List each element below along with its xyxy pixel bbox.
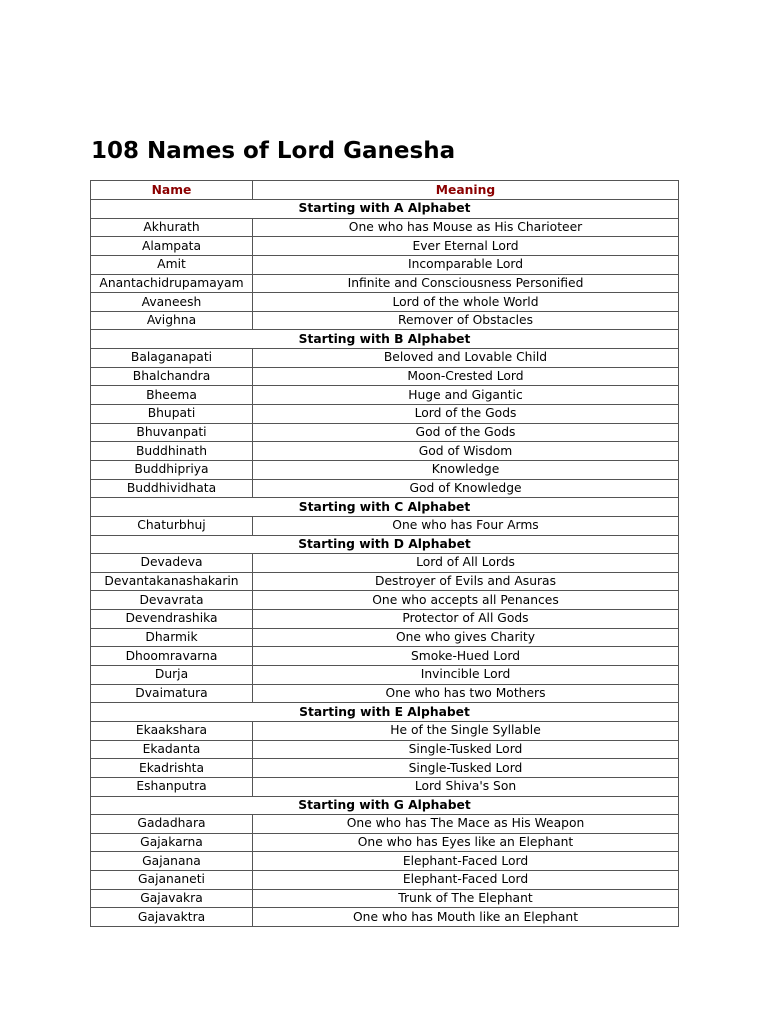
table-row [91,591,679,610]
table-row [91,349,679,368]
section-heading-row [91,535,679,554]
table-row [91,610,679,629]
name-cell: Gajananeti [91,871,253,890]
meaning-cell: God of the Gods [253,423,679,442]
table-row [91,684,679,703]
name-cell: Bhupati [91,405,253,424]
section-heading: Starting with G Alphabet [91,796,679,815]
section-heading-row [91,200,679,219]
table-row [91,871,679,890]
meaning-cell: One who has Four Arms [253,516,679,535]
table-row [91,479,679,498]
table-body [91,200,679,927]
section-heading-row [91,498,679,517]
table-row [91,255,679,274]
section-heading-row [91,330,679,349]
meaning-cell: Trunk of The Elephant [253,889,679,908]
name-cell: Devavrata [91,591,253,610]
meaning-cell: Elephant-Faced Lord [253,871,679,890]
name-cell: Ekaakshara [91,721,253,740]
name-cell: Chaturbhuj [91,516,253,535]
table-header-row [91,181,679,200]
section-heading-row [91,703,679,722]
meaning-cell: One who has The Mace as His Weapon [253,815,679,834]
meaning-cell: Destroyer of Evils and Asuras [253,572,679,591]
page-title: 108 Names of Lord Ganesha [91,138,456,164]
name-cell: Devadeva [91,554,253,573]
name-cell: Amit [91,255,253,274]
meaning-cell: Single-Tusked Lord [253,740,679,759]
table-row [91,666,679,685]
name-cell: Devantakanashakarin [91,572,253,591]
table-row [91,237,679,256]
name-cell: Eshanputra [91,777,253,796]
name-cell: Akhurath [91,218,253,237]
meaning-cell: Incomparable Lord [253,255,679,274]
meaning-cell: One who has Mouth like an Elephant [253,908,679,927]
table-row [91,852,679,871]
header-name: Name [91,181,253,200]
table-row [91,777,679,796]
table-row [91,889,679,908]
meaning-cell: One who has two Mothers [253,684,679,703]
table-row [91,759,679,778]
table-row [91,740,679,759]
table-row [91,833,679,852]
name-cell: Bhalchandra [91,367,253,386]
name-cell: Devendrashika [91,610,253,629]
meaning-cell: God of Wisdom [253,442,679,461]
name-cell: Bhuvanpati [91,423,253,442]
table-row [91,554,679,573]
name-cell: Buddhividhata [91,479,253,498]
name-cell: Bheema [91,386,253,405]
section-heading: Starting with C Alphabet [91,498,679,517]
meaning-cell: Lord of All Lords [253,554,679,573]
table-row [91,442,679,461]
table-row [91,218,679,237]
table-row [91,721,679,740]
meaning-cell: He of the Single Syllable [253,721,679,740]
meaning-cell: Elephant-Faced Lord [253,852,679,871]
meaning-cell: Lord of the whole World [253,293,679,312]
name-cell: Balaganapati [91,349,253,368]
table-row [91,516,679,535]
table-row [91,815,679,834]
meaning-cell: One who gives Charity [253,628,679,647]
name-cell: Anantachidrupamayam [91,274,253,293]
meaning-cell: Knowledge [253,460,679,479]
name-cell: Durja [91,666,253,685]
meaning-cell: God of Knowledge [253,479,679,498]
section-heading: Starting with B Alphabet [91,330,679,349]
meaning-cell: Invincible Lord [253,666,679,685]
name-cell: Dharmik [91,628,253,647]
name-cell: Gajanana [91,852,253,871]
meaning-cell: Moon-Crested Lord [253,367,679,386]
meaning-cell: Beloved and Lovable Child [253,349,679,368]
meaning-cell: Lord Shiva's Son [253,777,679,796]
meaning-cell: Huge and Gigantic [253,386,679,405]
header-meaning: Meaning [253,181,679,200]
table-row [91,572,679,591]
section-heading-row [91,796,679,815]
table-row [91,460,679,479]
name-cell: Buddhinath [91,442,253,461]
section-heading: Starting with E Alphabet [91,703,679,722]
names-table [90,180,679,927]
section-heading: Starting with A Alphabet [91,200,679,219]
name-cell: Avighna [91,311,253,330]
name-cell: Ekadanta [91,740,253,759]
meaning-cell: One who has Eyes like an Elephant [253,833,679,852]
name-cell: Avaneesh [91,293,253,312]
meaning-cell: Single-Tusked Lord [253,759,679,778]
table-row [91,908,679,927]
table-row [91,423,679,442]
meaning-cell: Ever Eternal Lord [253,237,679,256]
table-row [91,274,679,293]
meaning-cell: Infinite and Consciousness Personified [253,274,679,293]
table-row [91,386,679,405]
meaning-cell: Lord of the Gods [253,405,679,424]
name-cell: Alampata [91,237,253,256]
table-row [91,367,679,386]
meaning-cell: One who accepts all Penances [253,591,679,610]
meaning-cell: Protector of All Gods [253,610,679,629]
table-row [91,628,679,647]
name-cell: Gajakarna [91,833,253,852]
table-row [91,311,679,330]
name-cell: Gajavaktra [91,908,253,927]
meaning-cell: Smoke-Hued Lord [253,647,679,666]
name-cell: Dhoomravarna [91,647,253,666]
table-row [91,293,679,312]
name-cell: Dvaimatura [91,684,253,703]
name-cell: Buddhipriya [91,460,253,479]
name-cell: Gajavakra [91,889,253,908]
table-row [91,405,679,424]
name-cell: Gadadhara [91,815,253,834]
meaning-cell: Remover of Obstacles [253,311,679,330]
meaning-cell: One who has Mouse as His Charioteer [253,218,679,237]
section-heading: Starting with D Alphabet [91,535,679,554]
name-cell: Ekadrishta [91,759,253,778]
table-row [91,647,679,666]
